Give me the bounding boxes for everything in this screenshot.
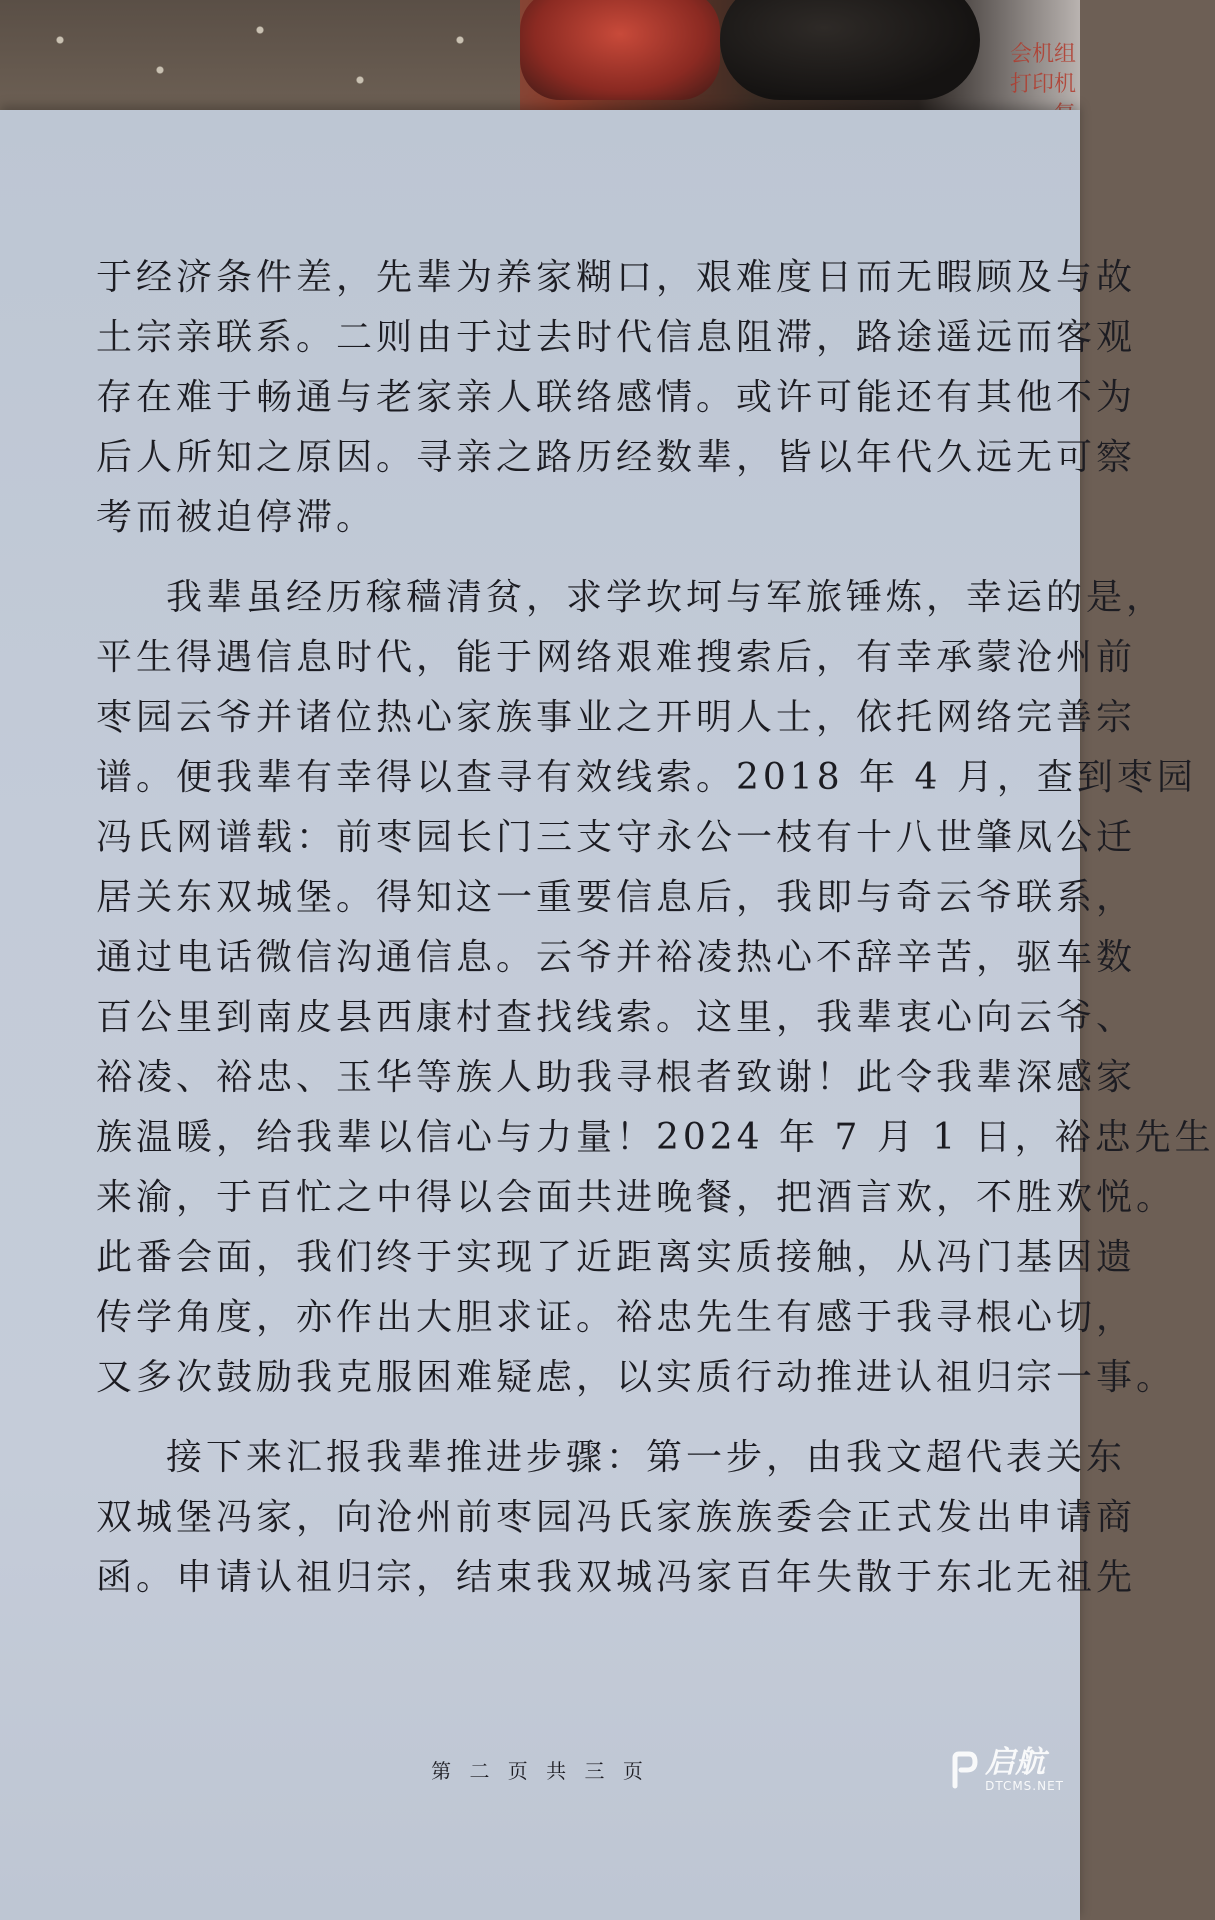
watermark-site: DTCMS.NET <box>985 1779 1064 1793</box>
text-line: 又多次鼓励我克服困难疑虑，以实质行动推进认祖归宗一事。 <box>96 1357 1177 1398</box>
page-footer: 第 二 页 共 三 页 <box>431 1759 649 1783</box>
background-red-object <box>520 0 720 100</box>
watermark-logo-icon <box>949 1750 979 1790</box>
text-line: 枣园云爷并诸位热心家族事业之开明人士，依托网络完善宗 <box>96 697 1137 738</box>
watermark-name: 启航 <box>985 1745 1046 1780</box>
text-line: 函。申请认祖归宗，结束我双城冯家百年失散于东北无祖先 <box>96 1557 1137 1598</box>
text-line: 冯氏网谱载：前枣园长门三支守永公一枝有十八世肇凤公迁 <box>96 817 1137 858</box>
text-line: 裕凌、裕忠、玉华等族人助我寻根者致谢！此令我辈深感家 <box>96 1057 1137 1098</box>
text-line: 传学角度，亦作出大胆求证。裕忠先生有感于我寻根心切， <box>96 1297 1137 1338</box>
text-line: 谱。便我辈有幸得以查寻有效线索。2018 年 4 月，查到枣园 <box>96 757 1197 798</box>
watermark-text <box>985 1747 1064 1793</box>
background-dark-object <box>720 0 980 100</box>
text-line: 存在难于畅通与老家亲人联络感情。或许可能还有其他不为 <box>96 377 1137 418</box>
watermark <box>949 1747 1064 1793</box>
text-line: 居关东双城堡。得知这一重要信息后，我即与奇云爷联系， <box>96 877 1137 918</box>
text-line: 考而被迫停滞。 <box>96 497 377 538</box>
text-line: 土宗亲联系。二则由于过去时代信息阻滞，路途遥远而客观 <box>96 317 1137 358</box>
text-line: 平生得遇信息时代，能于网络艰难搜索后，有幸承蒙沧州前 <box>96 637 1137 678</box>
text-line: 通过电话微信沟通信息。云爷并裕凌热心不辞辛苦，驱车数 <box>96 937 1137 978</box>
text-line: 百公里到南皮县西康村查找线索。这里，我辈衷心向云爷、 <box>96 997 1137 1038</box>
text-line: 我辈虽经历稼穑清贫，求学坎坷与军旅锤炼，幸运的是， <box>166 577 1167 618</box>
text-line: 来渝，于百忙之中得以会面共进晚餐，把酒言欢，不胜欢悦。 <box>96 1177 1177 1218</box>
text-line: 后人所知之原因。寻亲之路历经数辈，皆以年代久远无可察 <box>96 437 1137 478</box>
corner-label-line: 打印机 <box>1009 72 1076 97</box>
background-cloth <box>0 0 520 120</box>
text-line: 此番会面，我们终于实现了近距离实质接触，从冯门基因遗 <box>96 1237 1137 1278</box>
corner-label-line: 会机组 <box>1009 42 1076 67</box>
text-line: 接下来汇报我辈推进步骤：第一步，由我文超代表关东 <box>166 1437 1127 1478</box>
background-scene <box>0 0 1080 120</box>
text-line: 于经济条件差，先辈为养家糊口，艰难度日而无暇顾及与故 <box>96 257 1137 298</box>
text-line: 族温暖，给我辈以信心与力量！2024 年 7 月 1 日，裕忠先生 <box>96 1117 1215 1158</box>
text-line: 双城堡冯家，向沧州前枣园冯氏家族族委会正式发出申请商 <box>96 1497 1137 1538</box>
document-page <box>0 110 1215 1920</box>
